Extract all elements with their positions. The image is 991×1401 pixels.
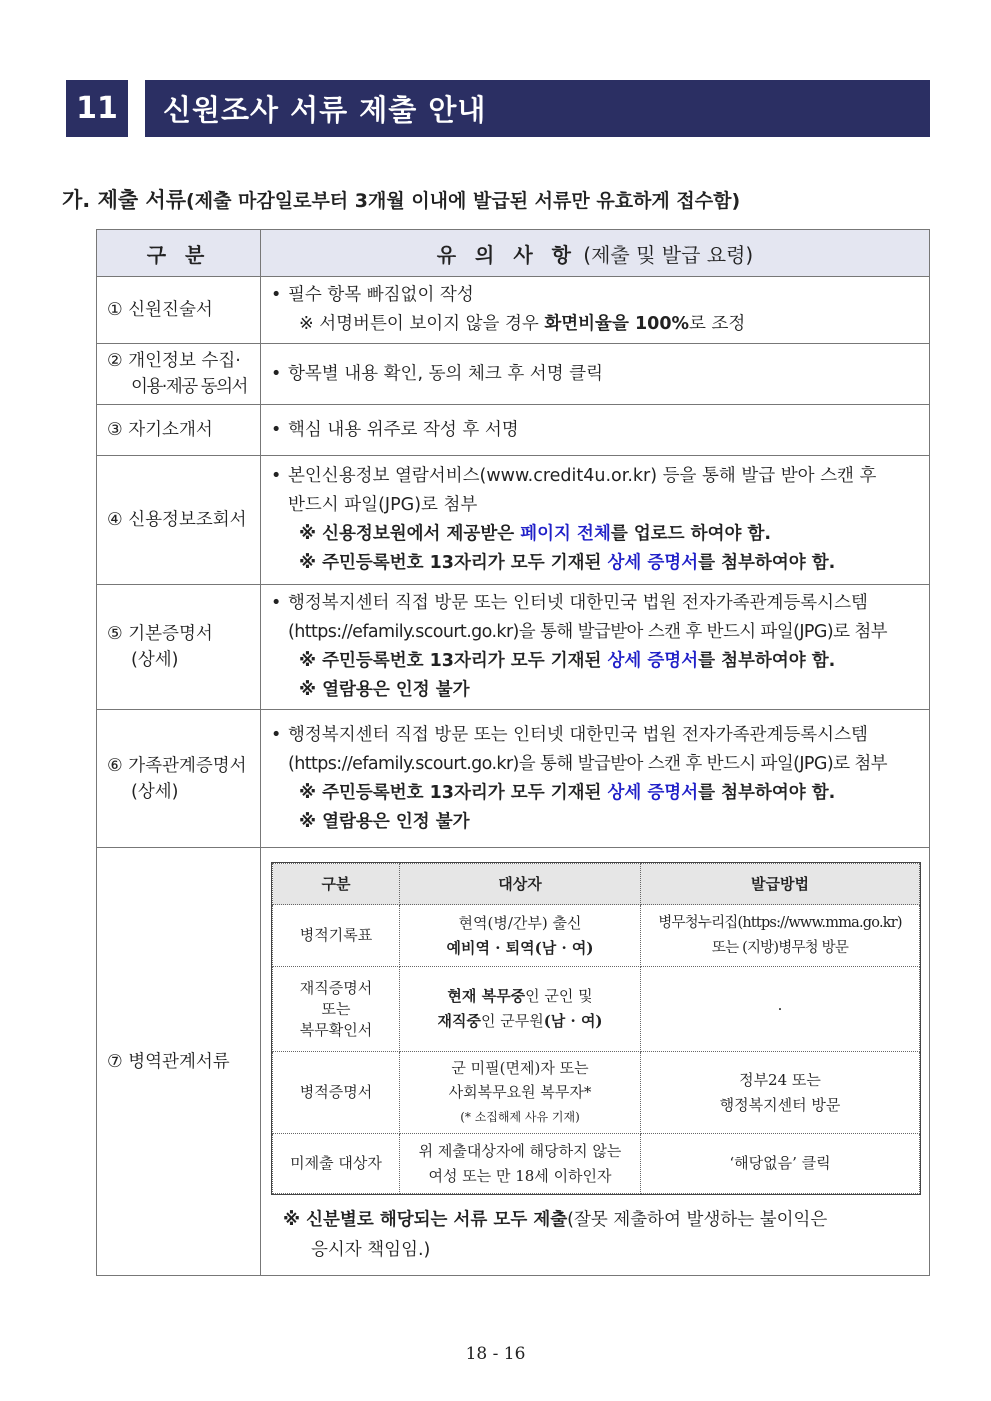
page-number: 18 - 16 bbox=[465, 1344, 526, 1364]
inner-row: 병적증명서 군 미필(면제)자 또는 사회복무요원 복무자* (* 소집해제 사유 기재) 정부24 또는 행정복지센터 방문 bbox=[273, 1052, 920, 1134]
section-subtitle: (제출 마감일로부터 3개월 이내에 발급된 서류만 유효하게 접수함) bbox=[186, 190, 741, 212]
row-category: ⑤ 기본증명서 (상세) bbox=[97, 585, 261, 710]
section-number-badge: 11 bbox=[66, 80, 128, 137]
military-documents-table-wrap bbox=[271, 862, 921, 1195]
table-row bbox=[97, 277, 930, 344]
row-content: • 핵심 내용 위주로 작성 후 서명 bbox=[261, 405, 930, 456]
row-category: ① 신원진술서 bbox=[97, 277, 261, 344]
row-content: • 행정복지센터 직접 방문 또는 인터넷 대한민국 법원 전자가족관계등록시스템 (https://efamily.scourt.go.kr)을 통해 발급받아 스캔 후 반드시 파일(JPG)로 첨부 ※ 주민등록번호 13자리가 모두 기재된 상세 증명서를 첨부하여야 함. ※ 열람용은 인정 불가 bbox=[261, 585, 930, 710]
row-content: • 항목별 내용 확인, 동의 체크 후 서명 클릭 bbox=[261, 344, 930, 405]
inner-header-row: 구분 대상자 발급방법 bbox=[273, 864, 920, 905]
row-category: ⑦ 병역관계서류 bbox=[97, 848, 261, 1276]
table-header-row bbox=[97, 230, 930, 277]
military-documents-table bbox=[272, 863, 920, 1194]
documents-table bbox=[96, 229, 930, 1276]
table-row bbox=[97, 405, 930, 456]
row-content: • 필수 항목 빠짐없이 작성 ※ 서명버튼이 보이지 않을 경우 화면비율을 100%로 조정 bbox=[261, 277, 930, 344]
inner-row: 미제출 대상자 위 제출대상자에 해당하지 않는 여성 또는 만 18세 이하인자 ‘해당없음’ 클릭 bbox=[273, 1134, 920, 1194]
row-category: ③ 자기소개서 bbox=[97, 405, 261, 456]
table-row bbox=[97, 585, 930, 710]
row-category: ⑥ 가족관계증명서 (상세) bbox=[97, 710, 261, 848]
page-title: 신원조사 서류 제출 안내 bbox=[145, 80, 930, 137]
inner-row: 재직증명서 또는 복무확인서 현재 복무중인 군인 및 재직중인 군무원(남 · 여) · bbox=[273, 967, 920, 1052]
section-heading bbox=[62, 184, 740, 214]
row-category: ② 개인정보 수집· 이용·제공 동의서 bbox=[97, 344, 261, 405]
col-category-header: 구 분 bbox=[97, 230, 261, 277]
row-category: ④ 신용정보조회서 bbox=[97, 456, 261, 585]
row-content: • 행정복지센터 직접 방문 또는 인터넷 대한민국 법원 전자가족관계등록시스템 (https://efamily.scourt.go.kr)을 통해 발급받아 스캔 후 반드시 파일(JPG)로 첨부 ※ 주민등록번호 13자리가 모두 기재된 상세 증명서를 첨부하여야 함. ※ 열람용은 인정 불가 bbox=[261, 710, 930, 848]
row-content: • 본인신용정보 열람서비스(www.credit4u.or.kr) 등을 통해 발급 받아 스캔 후 반드시 파일(JPG)로 첨부 ※ 신용정보원에서 제공받은 페이지 전체를 업로드 하여야 함. ※ 주민등록번호 13자리가 모두 기재된 상세 증명서를 첨부하여야 함. bbox=[261, 456, 930, 585]
table-row bbox=[97, 456, 930, 585]
col-notes-header: 유 의 사 항 (제출 및 발급 요령) bbox=[261, 230, 930, 277]
row-content bbox=[261, 848, 930, 1276]
table-row bbox=[97, 344, 930, 405]
section-title: 가. 제출 서류 bbox=[62, 188, 187, 212]
military-footnote: ※ 신분별로 해당되는 서류 모두 제출(잘못 제출하여 발생하는 불이익은 응시자 책임임.) bbox=[283, 1210, 828, 1260]
inner-row: 병적기록표 현역(병/간부) 출신 예비역 · 퇴역(남 · 여) 병무청누리집(https://www.mma.go.kr) 또는 (지방)병무청 방문 bbox=[273, 905, 920, 967]
table-row bbox=[97, 710, 930, 848]
table-row bbox=[97, 848, 930, 1276]
